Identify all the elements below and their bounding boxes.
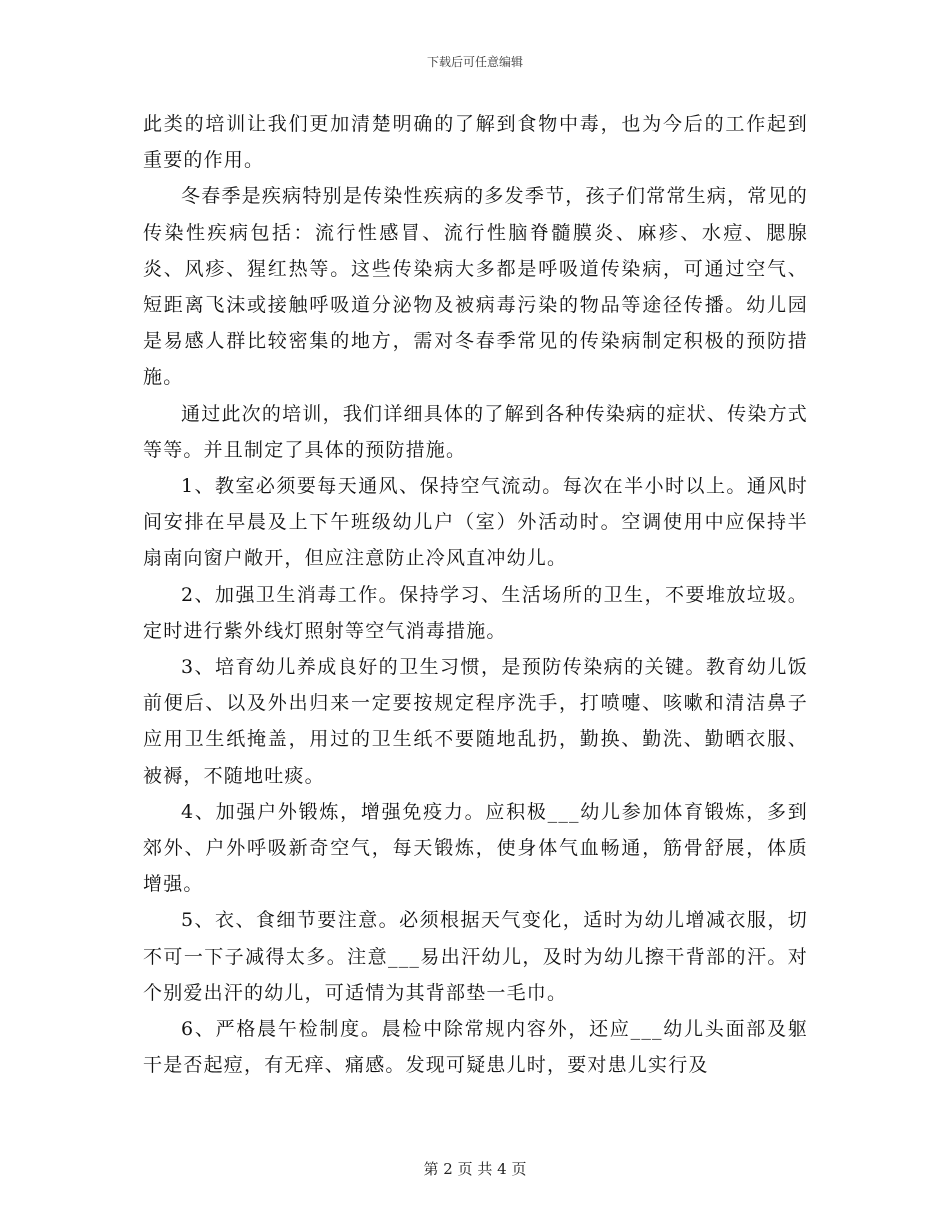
document-body bbox=[143, 106, 808, 1083]
page-header: 下载后可任意编辑 bbox=[426, 55, 523, 69]
page-footer: 第 2 页 共 4 页 bbox=[423, 1160, 527, 1178]
paragraph-2: 冬春季是疾病特别是传染性疾病的多发季节，孩子们常常生病，常见的传染性疾病包括：流行性感冒、流行性脑脊髓膜炎、麻疹、水痘、腮腺炎、风疹、猩红热等。这些传染病大多都是呼吸道传染病，可通过空气、短距离飞沫或接触呼吸道分泌物及被病毒污染的物品等途径传播。幼儿园是易感人群比较密集的地方，需对冬春季常见的传染病制定积极的预防措施。 bbox=[143, 185, 808, 389]
paragraph-9: 6、严格晨午检制度。晨检中除常规内容外，还应___幼儿头面部及躯干是否起痘，有无痒、痛感。发现可疑患儿时，要对患儿实行及 bbox=[143, 1018, 808, 1077]
paragraph-5: 2、加强卫生消毒工作。保持学习、生活场所的卫生，不要堆放垃圾。定时进行紫外线灯照射等空气消毒措施。 bbox=[143, 583, 808, 642]
paragraph-7: 4、加强户外锻炼，增强免疫力。应积极___幼儿参加体育锻炼，多到郊外、户外呼吸新奇空气，每天锻炼，使身体气血畅通，筋骨舒展，体质增强。 bbox=[143, 800, 808, 896]
paragraph-4: 1、教室必须要每天通风、保持空气流动。每次在半小时以上。通风时间安排在早晨及上下午班级幼儿户（室）外活动时。空调使用中应保持半扇南向窗户敞开，但应注意防止冷风直冲幼儿。 bbox=[143, 475, 808, 570]
paragraph-3: 通过此次的培训，我们详细具体的了解到各种传染病的症状、传染方式等等。并且制定了具体的预防措施。 bbox=[143, 402, 808, 461]
paragraph-8: 5、衣、食细节要注意。必须根据天气变化，适时为幼儿增减衣服，切不可一下子减得太多。注意___易出汗幼儿，及时为幼儿擦干背部的汗。对个别爱出汗的幼儿，可适情为其背部垫一毛巾。 bbox=[143, 909, 808, 1004]
paragraph-6: 3、培育幼儿养成良好的卫生习惯，是预防传染病的关键。教育幼儿饭前便后、以及外出归来一定要按规定程序洗手，打喷嚏、咳嗽和清洁鼻子应用卫生纸掩盖，用过的卫生纸不要随地乱扔，勤换、勤洗、勤晒衣服、被褥，不随地吐痰。 bbox=[143, 656, 808, 787]
paragraph-1: 此类的培训让我们更加清楚明确的了解到食物中毒，也为今后的工作起到重要的作用。 bbox=[143, 113, 808, 172]
